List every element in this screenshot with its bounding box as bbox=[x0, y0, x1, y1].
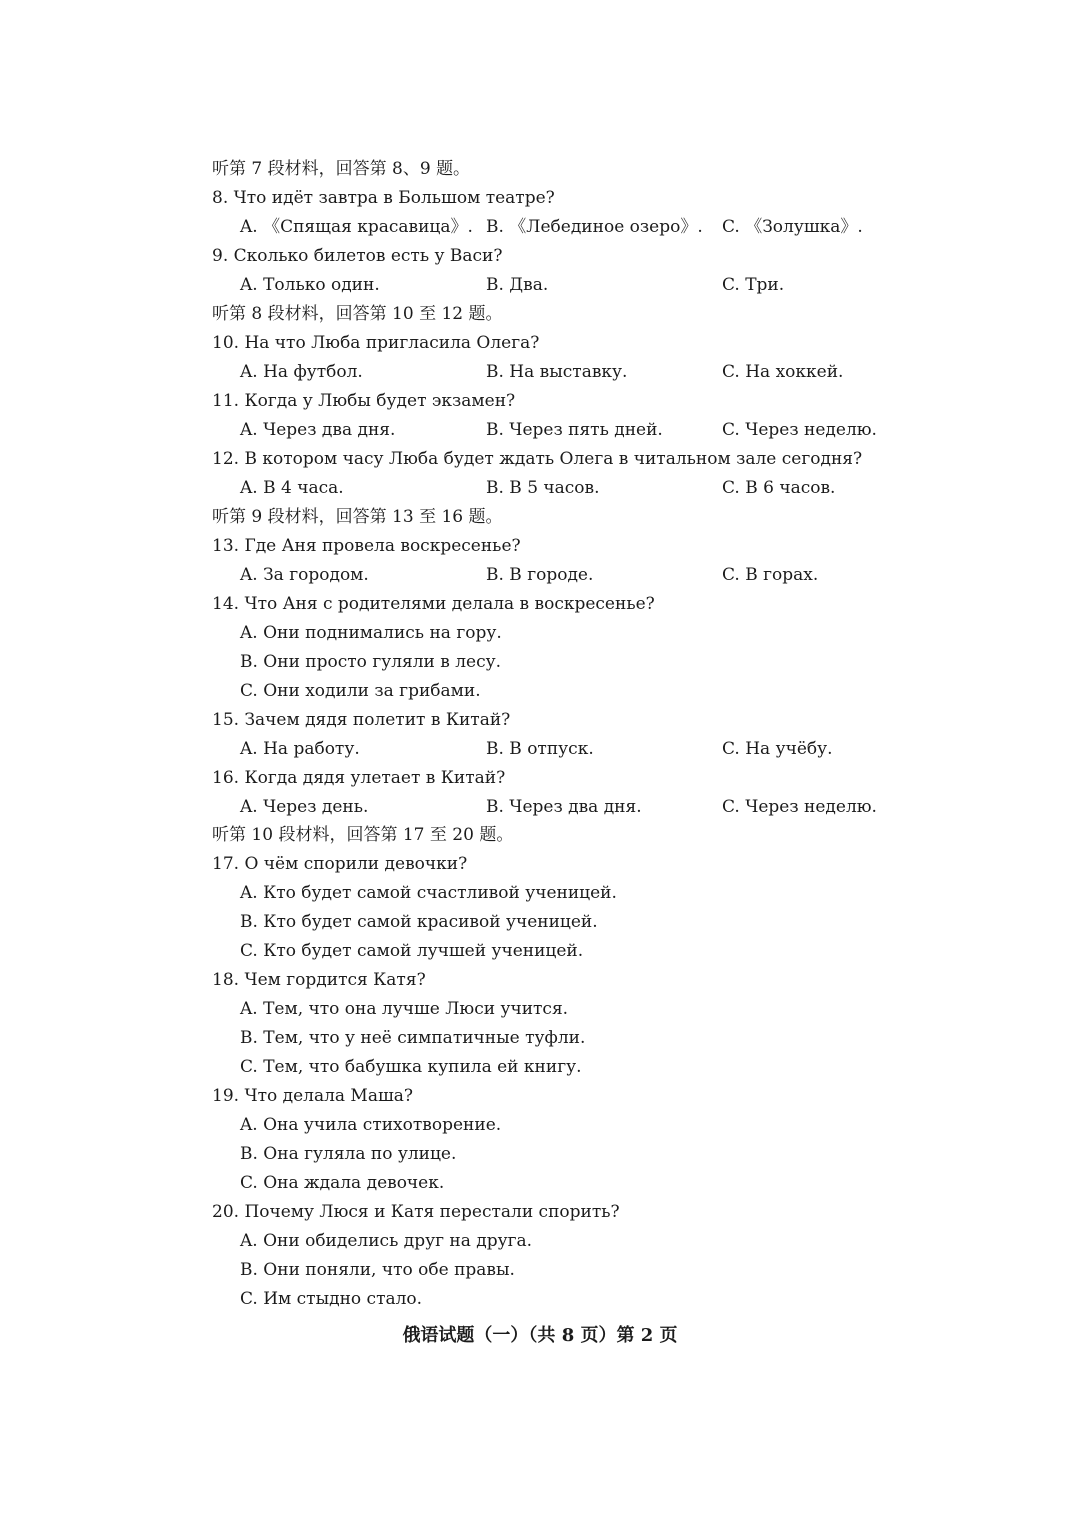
question-15: 15. Зачем дядя полетит в Китай? bbox=[212, 710, 511, 730]
page-footer: 俄语试题（一）（共 8 页）第 2 页 bbox=[402, 1325, 678, 1346]
section-heading-9: 听第 9 段材料，回答第 13 至 16 题。 bbox=[212, 507, 503, 527]
q9-option-a: A. Только один. bbox=[240, 275, 380, 295]
q10-option-a: A. На футбол. bbox=[240, 362, 363, 382]
section-heading-7: 听第 7 段材料，回答第 8、9 题。 bbox=[212, 159, 471, 179]
q20-option-c: C. Им стыдно стало. bbox=[240, 1289, 423, 1309]
question-11: 11. Когда у Любы будет экзамен? bbox=[212, 391, 516, 411]
question-13: 13. Где Аня провела воскресенье? bbox=[212, 536, 521, 556]
q19-option-a: A. Она учила стихотворение. bbox=[240, 1115, 502, 1135]
question-19: 19. Что делала Маша? bbox=[212, 1086, 414, 1106]
q18-option-c: C. Тем, что бабушка купила ей книгу. bbox=[240, 1057, 582, 1077]
q18-option-b: B. Тем, что у неё симпатичные туфли. bbox=[240, 1028, 586, 1048]
q14-option-a: A. Они поднимались на гору. bbox=[240, 623, 502, 643]
question-8: 8. Что идёт завтра в Большом театре? bbox=[212, 188, 555, 208]
q19-option-c: C. Она ждала девочек. bbox=[240, 1173, 445, 1193]
question-10: 10. На что Люба пригласила Олега? bbox=[212, 333, 540, 353]
question-9: 9. Сколько билетов есть у Васи? bbox=[212, 246, 503, 266]
section-heading-8: 听第 8 段材料，回答第 10 至 12 题。 bbox=[212, 304, 503, 324]
q8-option-b: B. 《Лебединое озеро》. bbox=[486, 217, 703, 237]
q15-option-c: C. На учёбу. bbox=[722, 739, 833, 759]
q20-option-b: B. Они поняли, что обе правы. bbox=[240, 1260, 515, 1280]
question-12: 12. В котором часу Люба будет ждать Олега в читальном зале сегодня? bbox=[212, 449, 863, 469]
q9-option-c: C. Три. bbox=[722, 275, 785, 295]
q10-option-c: C. На хоккей. bbox=[722, 362, 844, 382]
q8-option-c: C. 《Золушка》. bbox=[722, 217, 863, 237]
q15-option-a: A. На работу. bbox=[240, 739, 360, 759]
question-14: 14. Что Аня с родителями делала в воскресенье? bbox=[212, 594, 655, 614]
q12-option-c: C. В 6 часов. bbox=[722, 478, 836, 498]
q18-option-a: A. Тем, что она лучше Люси учится. bbox=[240, 999, 569, 1019]
q16-option-a: A. Через день. bbox=[240, 797, 369, 817]
q12-option-b: B. В 5 часов. bbox=[486, 478, 600, 498]
question-16: 16. Когда дядя улетает в Китай? bbox=[212, 768, 506, 788]
q13-option-a: A. За городом. bbox=[240, 565, 369, 585]
q15-option-b: B. В отпуск. bbox=[486, 739, 594, 759]
q17-option-b: B. Кто будет самой красивой ученицей. bbox=[240, 912, 598, 932]
question-17: 17. О чём спорили девочки? bbox=[212, 854, 468, 874]
q16-option-c: C. Через неделю. bbox=[722, 797, 877, 817]
q13-option-c: C. В горах. bbox=[722, 565, 819, 585]
q16-option-b: B. Через два дня. bbox=[486, 797, 642, 817]
q11-option-a: A. Через два дня. bbox=[240, 420, 396, 440]
q12-option-a: A. В 4 часа. bbox=[240, 478, 344, 498]
q10-option-b: B. На выставку. bbox=[486, 362, 628, 382]
question-20: 20. Почему Люся и Катя перестали спорить? bbox=[212, 1202, 620, 1222]
q11-option-b: B. Через пять дней. bbox=[486, 420, 663, 440]
q11-option-c: C. Через неделю. bbox=[722, 420, 877, 440]
section-heading-10: 听第 10 段材料，回答第 17 至 20 题。 bbox=[212, 825, 514, 845]
q17-option-c: C. Кто будет самой лучшей ученицей. bbox=[240, 941, 584, 961]
q8-option-a: A. 《Спящая красавица》. bbox=[240, 217, 473, 237]
q14-option-c: C. Они ходили за грибами. bbox=[240, 681, 481, 701]
q9-option-b: B. Два. bbox=[486, 275, 549, 295]
q13-option-b: B. В городе. bbox=[486, 565, 594, 585]
q19-option-b: B. Она гуляла по улице. bbox=[240, 1144, 457, 1164]
q20-option-a: A. Они обиделись друг на друга. bbox=[240, 1231, 533, 1251]
q17-option-a: A. Кто будет самой счастливой ученицей. bbox=[240, 883, 617, 903]
q14-option-b: B. Они просто гуляли в лесу. bbox=[240, 652, 502, 672]
question-18: 18. Чем гордится Катя? bbox=[212, 970, 426, 990]
